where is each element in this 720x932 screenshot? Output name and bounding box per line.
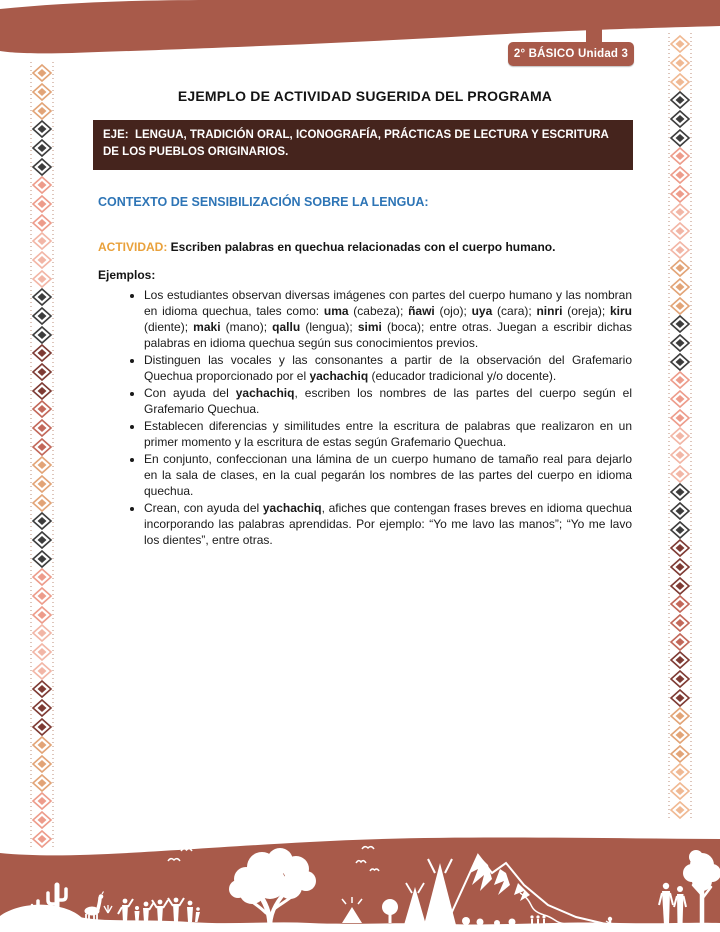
border-pattern-left-icon — [30, 62, 54, 850]
activity-label: ACTIVIDAD: — [98, 239, 168, 254]
activity-line — [98, 240, 632, 254]
page-title: EJEMPLO DE ACTIVIDAD SUGERIDA DEL PROGRAMA — [177, 88, 553, 104]
example-bullet: • Distinguen las vocales y las consonantes a partir de la observación del Grafemario Quechua proporcionado por el yachachiq (educador tradicional y/o docente). — [144, 352, 632, 384]
document-content — [98, 88, 632, 549]
badge-connector — [586, 24, 602, 44]
activity-text: Escriben palabras en quechua relacionadas con el cuerpo humano. — [170, 239, 556, 254]
example-bullet: • Establecen diferencias y similitudes entre la escritura de palabras que realizaron en un primer momento y la escritura de estas según Grafemario Quechua. — [144, 418, 632, 450]
examples-label: Ejemplos: — [98, 267, 156, 282]
eje-banner: EJE: LENGUA, TRADICIÓN ORAL, ICONOGRAFÍA, PRÁCTICAS DE LECTURA Y ESCRITURA DE LOS PUEBLOS ORIGINARIOS. — [93, 120, 633, 170]
footer-illustration — [0, 837, 720, 932]
unit-badge: 2° BÁSICO Unidad 3 — [508, 42, 634, 66]
example-bullet: • En conjunto, confeccionan una lámina de un cuerpo humano de tamaño real para dejarlo en la sala de clases, en la cual pegarán los nombres de las partes del cuerpo en idioma quechua. — [144, 451, 632, 499]
example-bullet: • Con ayuda del yachachiq, escriben los nombres de las partes del cuerpo según el Grafemario Quechua. — [144, 385, 632, 417]
border-pattern-right-icon — [668, 33, 692, 821]
example-bullet: • Los estudiantes observan diversas imágenes con partes del cuerpo humano y las nombran en idioma quechua, tales como: uma (cabeza); ñawi (ojo); uya (cara); ninri (oreja); kiru (diente); maki (mano); qallu (lengua); simi (boca); entre otras. Juegan a escribir dichas palabras en idioma quechua según sus conocimientos previos. — [144, 287, 632, 351]
examples-list — [98, 287, 632, 548]
example-bullet: • Crean, con ayuda del yachachiq, afiches que contengan frases breves en idioma quechua incorporando las palabras aprendidas. Por ejemplo: “Yo me lavo las manos”; “Yo me lavo los dientes”, entre otras. — [144, 500, 632, 548]
context-heading: CONTEXTO DE SENSIBILIZACIÓN SOBRE LA LENGUA: — [98, 194, 429, 209]
